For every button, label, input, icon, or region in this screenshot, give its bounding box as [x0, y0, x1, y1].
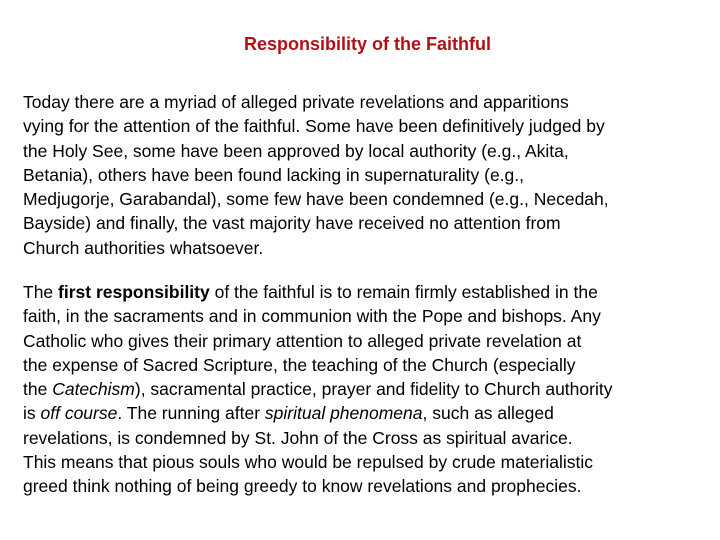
text-line: the expense of Sacred Scripture, the teaching of the Church (especially	[23, 354, 576, 375]
text-line: greed think nothing of being greedy to know revelations and prophecies.	[23, 476, 582, 497]
text-line: Today there are a myriad of alleged private revelations and apparitions	[23, 92, 569, 112]
text-run: of the faithful is to remain firmly established in the	[209, 282, 598, 302]
paragraph-first-responsibility	[23, 280, 703, 499]
text-line: faith, in the sacraments and in communion with the Pope and bishops. Any	[23, 306, 601, 327]
text-line: Church authorities whatsoever.	[23, 237, 264, 258]
emphasis-spiritual-phenomena: spiritual phenomena	[264, 403, 423, 424]
text-run: . The running after	[117, 403, 265, 424]
text-run: the	[23, 379, 53, 400]
text-line: revelations, is condemned by St. John of the Cross as spiritual avarice.	[23, 427, 573, 448]
text-line: the Holy See, some have been approved by local authority (e.g., Akita,	[23, 140, 569, 161]
text-line: Betania), others have been found lacking in supernaturality (e.g.,	[23, 164, 525, 185]
text-line: Medjugorje, Garabandal), some few have been condemned (e.g., Necedah,	[23, 189, 609, 210]
text-run: , such as alleged	[422, 403, 554, 424]
text-line	[23, 401, 703, 425]
emphasis-off-course: off course	[40, 403, 118, 424]
text-line	[23, 377, 703, 401]
slide-title: Responsibility of the Faithful	[244, 34, 491, 54]
paragraph-private-revelations	[23, 90, 703, 260]
text-line: This means that pious souls who would be repulsed by crude materialistic	[23, 452, 594, 473]
text-line: Bayside) and finally, the vast majority have received no attention from	[23, 213, 561, 234]
text-run: ), sacramental practice, prayer and fidelity to Church authority	[134, 379, 613, 400]
text-run: is	[23, 403, 41, 424]
emphasis-catechism: Catechism	[52, 379, 135, 400]
text-line: vying for the attention of the faithful. Some have been definitively judged by	[23, 116, 605, 137]
emphasis-first-responsibility: first responsibility	[58, 282, 210, 302]
text-run: The	[23, 282, 59, 302]
text-line	[23, 280, 703, 304]
text-line: Catholic who gives their primary attention to alleged private revelation at	[23, 330, 582, 351]
